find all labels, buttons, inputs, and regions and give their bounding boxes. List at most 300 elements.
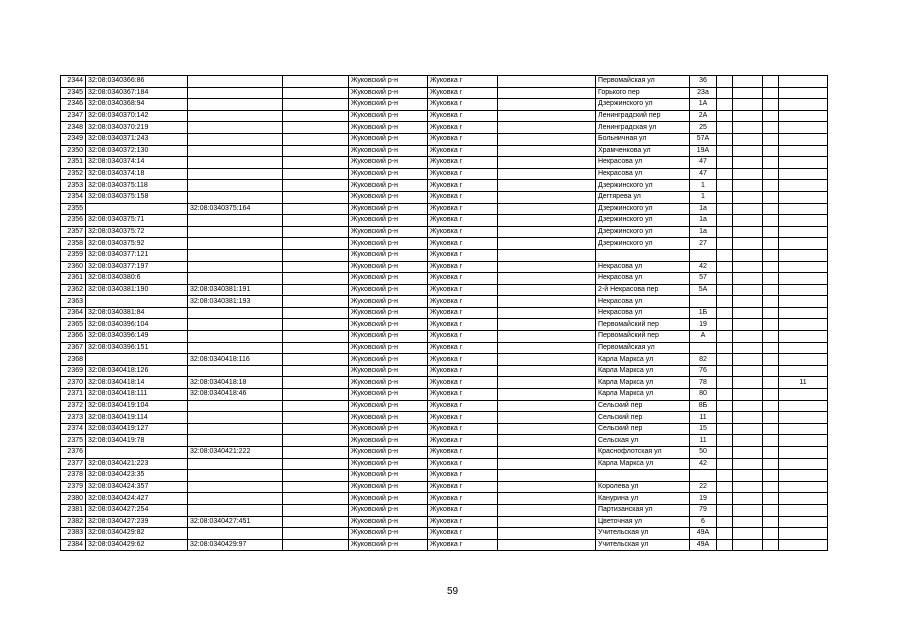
blank-cell <box>733 307 763 319</box>
blank-cell <box>283 470 349 482</box>
city-cell: Жуковка г <box>428 389 498 401</box>
blank-cell <box>283 354 349 366</box>
blank-cell <box>283 249 349 261</box>
blank-cell <box>717 412 733 424</box>
blank-cell <box>283 203 349 215</box>
cadastral-number-cell: 32:08:0340374:18 <box>86 168 188 180</box>
blank-cell <box>283 365 349 377</box>
blank-cell <box>283 528 349 540</box>
district-cell: Жуковский р-н <box>349 226 428 238</box>
row-number-cell: 2355 <box>61 203 86 215</box>
blank-cell <box>717 99 733 111</box>
row-number-cell: 2382 <box>61 516 86 528</box>
district-cell: Жуковский р-н <box>349 168 428 180</box>
blank-cell <box>717 354 733 366</box>
table-row <box>61 168 828 180</box>
city-cell: Жуковка г <box>428 226 498 238</box>
blank-cell <box>763 389 779 401</box>
related-cadastral-number-cell: 32:08:0340381:191 <box>188 284 283 296</box>
street-cell <box>596 249 690 261</box>
extra-value-cell <box>779 389 828 401</box>
city-cell: Жуковка г <box>428 470 498 482</box>
blank-cell <box>498 145 596 157</box>
house-number-cell <box>690 342 717 354</box>
extra-value-cell <box>779 412 828 424</box>
table-row <box>61 319 828 331</box>
blank-cell <box>763 87 779 99</box>
blank-cell <box>717 273 733 285</box>
related-cadastral-number-cell <box>188 458 283 470</box>
blank-cell <box>498 389 596 401</box>
row-number-cell: 2383 <box>61 528 86 540</box>
district-cell: Жуковский р-н <box>349 493 428 505</box>
related-cadastral-number-cell: 32:08:0340421:222 <box>188 447 283 459</box>
blank-cell <box>763 365 779 377</box>
blank-cell <box>763 319 779 331</box>
city-cell: Жуковка г <box>428 284 498 296</box>
cadastral-number-cell: 32:08:0340381:190 <box>86 284 188 296</box>
blank-cell <box>283 168 349 180</box>
street-cell: Сельская ул <box>596 435 690 447</box>
related-cadastral-number-cell <box>188 99 283 111</box>
blank-cell <box>498 249 596 261</box>
blank-cell <box>717 76 733 88</box>
blank-cell <box>717 296 733 308</box>
cadastral-number-cell: 32:08:0340375:72 <box>86 226 188 238</box>
city-cell: Жуковка г <box>428 191 498 203</box>
blank-cell <box>283 226 349 238</box>
blank-cell <box>733 249 763 261</box>
house-number-cell: 22 <box>690 481 717 493</box>
blank-cell <box>763 539 779 551</box>
table-row <box>61 180 828 192</box>
city-cell: Жуковка г <box>428 435 498 447</box>
district-cell: Жуковский р-н <box>349 307 428 319</box>
table-row <box>61 539 828 551</box>
cadastral-number-cell: 32:08:0340377:197 <box>86 261 188 273</box>
house-number-cell: 1 <box>690 191 717 203</box>
blank-cell <box>733 87 763 99</box>
blank-cell <box>283 435 349 447</box>
city-cell: Жуковка г <box>428 87 498 99</box>
row-number-cell: 2384 <box>61 539 86 551</box>
related-cadastral-number-cell <box>188 261 283 273</box>
district-cell: Жуковский р-н <box>349 110 428 122</box>
cadastral-number-cell: 32:08:0340370:219 <box>86 122 188 134</box>
district-cell: Жуковский р-н <box>349 516 428 528</box>
city-cell: Жуковка г <box>428 168 498 180</box>
blank-cell <box>763 110 779 122</box>
row-number-cell: 2374 <box>61 423 86 435</box>
related-cadastral-number-cell <box>188 110 283 122</box>
extra-value-cell <box>779 481 828 493</box>
blank-cell <box>283 87 349 99</box>
house-number-cell: 1Б <box>690 307 717 319</box>
table-body <box>61 76 828 551</box>
district-cell: Жуковский р-н <box>349 435 428 447</box>
blank-cell <box>498 354 596 366</box>
related-cadastral-number-cell: 32:08:0340418:18 <box>188 377 283 389</box>
blank-cell <box>498 400 596 412</box>
blank-cell <box>717 110 733 122</box>
row-number-cell: 2370 <box>61 377 86 389</box>
blank-cell <box>763 261 779 273</box>
cadastral-number-cell: 32:08:0340418:111 <box>86 389 188 401</box>
blank-cell <box>733 493 763 505</box>
city-cell: Жуковка г <box>428 365 498 377</box>
district-cell: Жуковский р-н <box>349 365 428 377</box>
related-cadastral-number-cell <box>188 145 283 157</box>
house-number-cell: 57 <box>690 273 717 285</box>
blank-cell <box>733 342 763 354</box>
blank-cell <box>763 470 779 482</box>
district-cell: Жуковский р-н <box>349 377 428 389</box>
table-row <box>61 226 828 238</box>
blank-cell <box>733 470 763 482</box>
district-cell: Жуковский р-н <box>349 296 428 308</box>
street-cell: Карла Маркса ул <box>596 377 690 389</box>
cadastral-number-cell <box>86 296 188 308</box>
extra-value-cell: 11 <box>779 377 828 389</box>
blank-cell <box>498 203 596 215</box>
blank-cell <box>763 215 779 227</box>
related-cadastral-number-cell <box>188 504 283 516</box>
row-number-cell: 2373 <box>61 412 86 424</box>
blank-cell <box>733 76 763 88</box>
house-number-cell: 79 <box>690 504 717 516</box>
house-number-cell: 1а <box>690 203 717 215</box>
district-cell: Жуковский р-н <box>349 331 428 343</box>
blank-cell <box>763 203 779 215</box>
blank-cell <box>283 284 349 296</box>
related-cadastral-number-cell <box>188 319 283 331</box>
street-cell: Карла Маркса ул <box>596 389 690 401</box>
extra-value-cell <box>779 493 828 505</box>
street-cell: Некрасова ул <box>596 261 690 273</box>
street-cell: Дзержинского ул <box>596 215 690 227</box>
blank-cell <box>498 470 596 482</box>
row-number-cell: 2348 <box>61 122 86 134</box>
blank-cell <box>498 191 596 203</box>
cadastral-number-cell: 32:08:0340419:127 <box>86 423 188 435</box>
table-row <box>61 435 828 447</box>
street-cell: Королева ул <box>596 481 690 493</box>
house-number-cell <box>690 470 717 482</box>
extra-value-cell <box>779 435 828 447</box>
blank-cell <box>283 458 349 470</box>
table-row <box>61 145 828 157</box>
row-number-cell: 2376 <box>61 447 86 459</box>
blank-cell <box>498 87 596 99</box>
related-cadastral-number-cell <box>188 168 283 180</box>
row-number-cell: 2366 <box>61 331 86 343</box>
related-cadastral-number-cell <box>188 157 283 169</box>
blank-cell <box>763 76 779 88</box>
blank-cell <box>498 377 596 389</box>
house-number-cell: 19 <box>690 493 717 505</box>
street-cell: Некрасова ул <box>596 168 690 180</box>
extra-value-cell <box>779 296 828 308</box>
cadastral-number-cell: 32:08:0340368:94 <box>86 99 188 111</box>
table-row <box>61 504 828 516</box>
cadastral-number-cell: 32:08:0340381:84 <box>86 307 188 319</box>
table-row <box>61 516 828 528</box>
street-cell: Дегтярева ул <box>596 191 690 203</box>
table-row <box>61 157 828 169</box>
cadastral-number-cell: 32:08:0340375:158 <box>86 191 188 203</box>
blank-cell <box>763 400 779 412</box>
blank-cell <box>763 99 779 111</box>
extra-value-cell <box>779 447 828 459</box>
blank-cell <box>283 447 349 459</box>
blank-cell <box>717 493 733 505</box>
cadastral-number-cell: 32:08:0340419:114 <box>86 412 188 424</box>
blank-cell <box>763 284 779 296</box>
page-number: 59 <box>446 586 459 597</box>
district-cell: Жуковский р-н <box>349 458 428 470</box>
row-number-cell: 2362 <box>61 284 86 296</box>
house-number-cell: 76 <box>690 365 717 377</box>
blank-cell <box>763 504 779 516</box>
extra-value-cell <box>779 203 828 215</box>
cadastral-number-cell: 32:08:0340367:184 <box>86 87 188 99</box>
city-cell: Жуковка г <box>428 504 498 516</box>
blank-cell <box>763 273 779 285</box>
blank-cell <box>733 435 763 447</box>
table-row <box>61 238 828 250</box>
blank-cell <box>498 493 596 505</box>
row-number-cell: 2364 <box>61 307 86 319</box>
row-number-cell: 2358 <box>61 238 86 250</box>
table-row <box>61 389 828 401</box>
city-cell: Жуковка г <box>428 238 498 250</box>
district-cell: Жуковский р-н <box>349 528 428 540</box>
table-row <box>61 423 828 435</box>
house-number-cell: 82 <box>690 354 717 366</box>
city-cell: Жуковка г <box>428 400 498 412</box>
blank-cell <box>498 365 596 377</box>
blank-cell <box>717 261 733 273</box>
row-number-cell: 2371 <box>61 389 86 401</box>
related-cadastral-number-cell <box>188 470 283 482</box>
district-cell: Жуковский р-н <box>349 354 428 366</box>
extra-value-cell <box>779 470 828 482</box>
row-number-cell: 2354 <box>61 191 86 203</box>
row-number-cell: 2353 <box>61 180 86 192</box>
row-number-cell: 2368 <box>61 354 86 366</box>
cadastral-number-cell: 32:08:0340371:243 <box>86 133 188 145</box>
blank-cell <box>733 284 763 296</box>
blank-cell <box>733 528 763 540</box>
district-cell: Жуковский р-н <box>349 284 428 296</box>
blank-cell <box>733 203 763 215</box>
house-number-cell: 42 <box>690 458 717 470</box>
city-cell: Жуковка г <box>428 145 498 157</box>
city-cell: Жуковка г <box>428 342 498 354</box>
house-number-cell: 23а <box>690 87 717 99</box>
row-number-cell: 2367 <box>61 342 86 354</box>
district-cell: Жуковский р-н <box>349 389 428 401</box>
blank-cell <box>763 435 779 447</box>
blank-cell <box>283 423 349 435</box>
cadastral-number-cell: 32:08:0340427:239 <box>86 516 188 528</box>
blank-cell <box>763 423 779 435</box>
table-row <box>61 377 828 389</box>
blank-cell <box>283 539 349 551</box>
row-number-cell: 2360 <box>61 261 86 273</box>
table-row <box>61 110 828 122</box>
blank-cell <box>717 331 733 343</box>
house-number-cell: 6 <box>690 516 717 528</box>
house-number-cell: 2А <box>690 110 717 122</box>
street-cell: Первомайская ул <box>596 76 690 88</box>
table-row <box>61 458 828 470</box>
house-number-cell: 11 <box>690 435 717 447</box>
blank-cell <box>498 76 596 88</box>
cadastral-number-cell: 32:08:0340380:6 <box>86 273 188 285</box>
city-cell: Жуковка г <box>428 307 498 319</box>
blank-cell <box>763 377 779 389</box>
blank-cell <box>733 412 763 424</box>
blank-cell <box>763 249 779 261</box>
table-row <box>61 133 828 145</box>
cadastral-table <box>60 75 828 551</box>
row-number-cell: 2352 <box>61 168 86 180</box>
row-number-cell: 2350 <box>61 145 86 157</box>
related-cadastral-number-cell <box>188 180 283 192</box>
street-cell: Учительская ул <box>596 539 690 551</box>
related-cadastral-number-cell <box>188 307 283 319</box>
house-number-cell: 42 <box>690 261 717 273</box>
table-row <box>61 249 828 261</box>
blank-cell <box>283 331 349 343</box>
house-number-cell <box>690 296 717 308</box>
cadastral-number-cell <box>86 354 188 366</box>
extra-value-cell <box>779 354 828 366</box>
blank-cell <box>498 447 596 459</box>
street-cell: Горького пер <box>596 87 690 99</box>
city-cell: Жуковка г <box>428 481 498 493</box>
cadastral-number-cell: 32:08:0340374:14 <box>86 157 188 169</box>
blank-cell <box>763 354 779 366</box>
blank-cell <box>717 447 733 459</box>
cadastral-number-cell: 32:08:0340396:149 <box>86 331 188 343</box>
blank-cell <box>733 110 763 122</box>
blank-cell <box>733 215 763 227</box>
street-cell: Сельский пер <box>596 412 690 424</box>
city-cell: Жуковка г <box>428 133 498 145</box>
blank-cell <box>283 400 349 412</box>
city-cell: Жуковка г <box>428 331 498 343</box>
blank-cell <box>717 319 733 331</box>
related-cadastral-number-cell <box>188 273 283 285</box>
blank-cell <box>498 516 596 528</box>
blank-cell <box>717 215 733 227</box>
extra-value-cell <box>779 99 828 111</box>
blank-cell <box>498 110 596 122</box>
blank-cell <box>717 168 733 180</box>
street-cell: Некрасова ул <box>596 157 690 169</box>
extra-value-cell <box>779 215 828 227</box>
cadastral-number-cell: 32:08:0340377:121 <box>86 249 188 261</box>
blank-cell <box>498 157 596 169</box>
related-cadastral-number-cell <box>188 493 283 505</box>
city-cell: Жуковка г <box>428 76 498 88</box>
street-cell <box>596 470 690 482</box>
street-cell: Карла Маркса ул <box>596 354 690 366</box>
extra-value-cell <box>779 273 828 285</box>
street-cell: Храмченкова ул <box>596 145 690 157</box>
table-row <box>61 342 828 354</box>
house-number-cell: 27 <box>690 238 717 250</box>
blank-cell <box>283 261 349 273</box>
blank-cell <box>763 528 779 540</box>
cadastral-number-cell: 32:08:0340396:104 <box>86 319 188 331</box>
related-cadastral-number-cell: 32:08:0340429:97 <box>188 539 283 551</box>
blank-cell <box>763 516 779 528</box>
extra-value-cell <box>779 307 828 319</box>
extra-value-cell <box>779 458 828 470</box>
house-number-cell: 1а <box>690 215 717 227</box>
district-cell: Жуковский р-н <box>349 203 428 215</box>
city-cell: Жуковка г <box>428 539 498 551</box>
street-cell: Канурина ул <box>596 493 690 505</box>
blank-cell <box>763 191 779 203</box>
table-row <box>61 528 828 540</box>
table-row <box>61 400 828 412</box>
district-cell: Жуковский р-н <box>349 423 428 435</box>
blank-cell <box>733 504 763 516</box>
district-cell: Жуковский р-н <box>349 180 428 192</box>
house-number-cell: 1А <box>690 99 717 111</box>
blank-cell <box>283 215 349 227</box>
blank-cell <box>498 180 596 192</box>
blank-cell <box>717 87 733 99</box>
district-cell: Жуковский р-н <box>349 191 428 203</box>
cadastral-number-cell: 32:08:0340421:223 <box>86 458 188 470</box>
district-cell: Жуковский р-н <box>349 215 428 227</box>
city-cell: Жуковка г <box>428 458 498 470</box>
blank-cell <box>733 296 763 308</box>
blank-cell <box>498 435 596 447</box>
row-number-cell: 2359 <box>61 249 86 261</box>
blank-cell <box>717 226 733 238</box>
related-cadastral-number-cell <box>188 412 283 424</box>
street-cell: Партизанская ул <box>596 504 690 516</box>
blank-cell <box>733 226 763 238</box>
row-number-cell: 2365 <box>61 319 86 331</box>
blank-cell <box>733 261 763 273</box>
street-cell: Дзержинского ул <box>596 180 690 192</box>
house-number-cell: 50 <box>690 447 717 459</box>
house-number-cell: 49А <box>690 528 717 540</box>
blank-cell <box>733 180 763 192</box>
blank-cell <box>717 528 733 540</box>
blank-cell <box>498 528 596 540</box>
blank-cell <box>498 226 596 238</box>
cadastral-number-cell: 32:08:0340427:254 <box>86 504 188 516</box>
city-cell: Жуковка г <box>428 412 498 424</box>
blank-cell <box>733 122 763 134</box>
district-cell: Жуковский р-н <box>349 412 428 424</box>
cadastral-number-cell: 32:08:0340366:86 <box>86 76 188 88</box>
blank-cell <box>733 168 763 180</box>
blank-cell <box>717 307 733 319</box>
house-number-cell: 8Б <box>690 400 717 412</box>
blank-cell <box>717 389 733 401</box>
blank-cell <box>717 122 733 134</box>
blank-cell <box>498 215 596 227</box>
